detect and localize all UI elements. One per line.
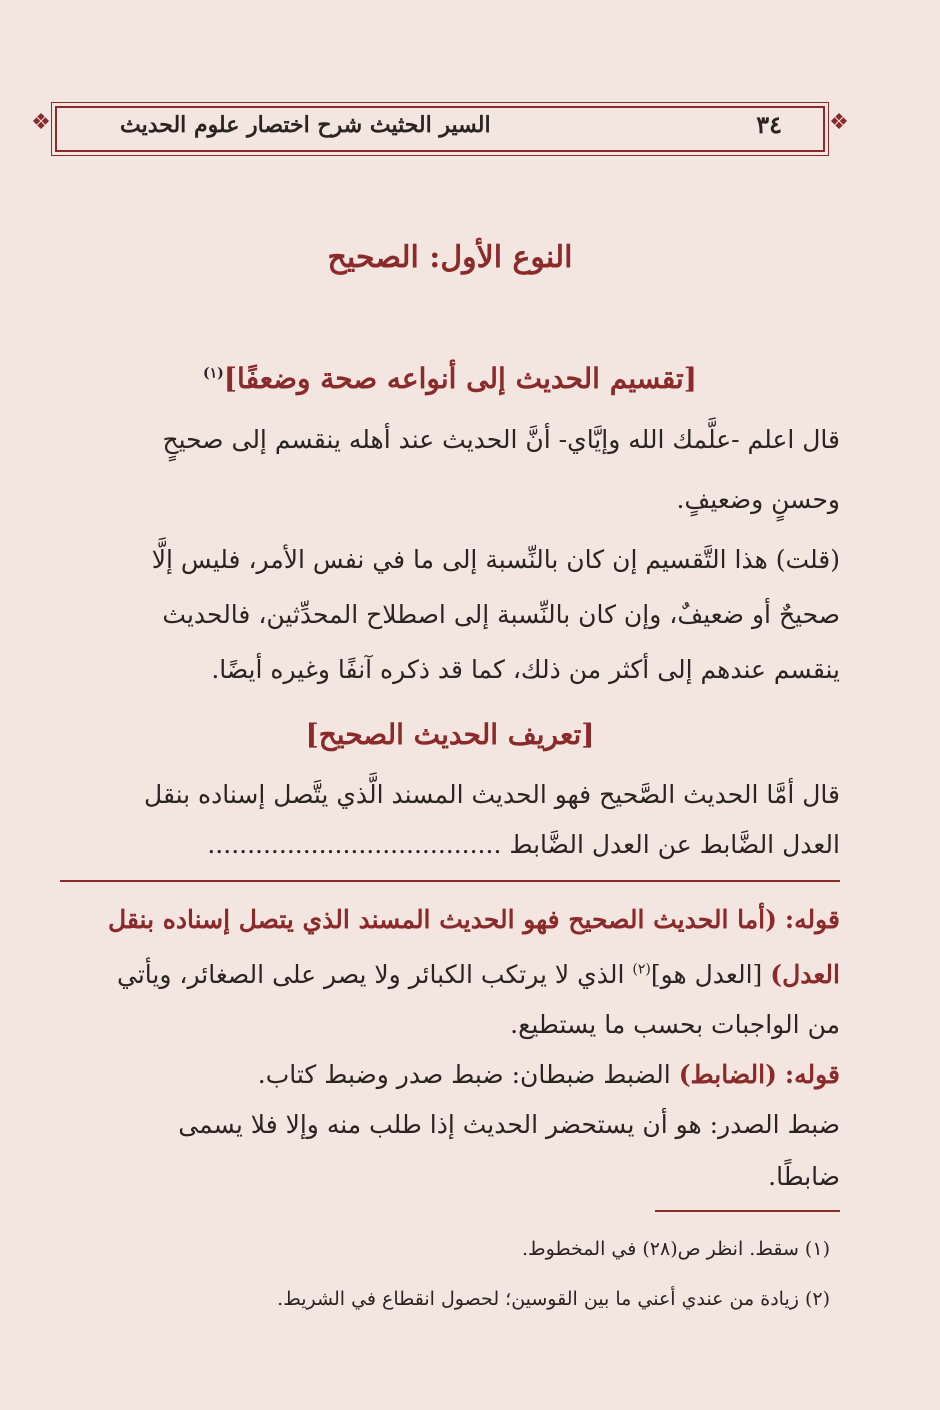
paragraph-line: ينقسم عندهم إلى أكثر من ذلك، كما قد ذكره آنفًا وغيره أيضًا.	[211, 655, 840, 684]
section-title-classification	[60, 362, 840, 395]
commentary-label: قوله:	[784, 905, 840, 934]
commentary-line	[60, 905, 840, 934]
paragraph-line: قال أمَّا الحديث الصَّحيح فهو الحديث المسند الَّذي يتَّصل إسناده بنقل	[144, 780, 840, 809]
section-title-text: [تقسيم الحديث إلى أنواعه صحة وضعفًا]	[223, 362, 697, 395]
paragraph-line: العدل الضَّابط عن العدل الضَّابط .....................................	[207, 830, 840, 859]
ornament-right-icon: ❖	[829, 110, 849, 135]
commentary-quote: (الضابط)	[678, 1060, 777, 1089]
commentary-quote: العدل)	[770, 960, 840, 989]
footnote-ref: (٢)	[632, 961, 651, 978]
footnote-item: (٢) زيادة من عندي أعني ما بين القوسين؛ لحصول انقطاع في الشريط.	[277, 1288, 830, 1310]
paragraph-line: وحسنٍ وضعيفٍ.	[676, 485, 840, 514]
running-title: السير الحثيث شرح اختصار علوم الحديث	[120, 112, 491, 138]
footnote-item: (١) سقط. انظر ص(٢٨) في المخطوط.	[522, 1238, 830, 1260]
footnote-divider	[655, 1210, 840, 1212]
commentary-line	[60, 1060, 840, 1089]
commentary-label: قوله:	[784, 1060, 840, 1089]
page-header	[30, 100, 850, 158]
paragraph-line: (قلت) هذا التَّقسيم إن كان بالنِّسبة إلى ما في نفس الأمر، فليس إلَّا	[151, 545, 840, 574]
commentary-quote: (أما الحديث الصحيح فهو الحديث المسند الذي يتصل إسناده بنقل	[107, 905, 777, 934]
page-number: ٣٤	[756, 110, 782, 139]
section-title-definition: [تعريف الحديث الصحيح]	[305, 718, 595, 751]
commentary-text: الضبط ضبطان: ضبط صدر وضبط كتاب.	[257, 1060, 671, 1089]
paragraph-line: صحيحٌ أو ضعيفٌ، وإن كان بالنِّسبة إلى اصطلاح المحدِّثين، فالحديث	[162, 600, 840, 629]
commentary-text: الذي لا يرتكب الكبائر ولا يصر على الصغائر، ويأتي	[116, 960, 625, 989]
commentary-line: ضبط الصدر: هو أن يستحضر الحديث إذا طلب منه وإلا فلا يسمى	[178, 1110, 840, 1139]
footnote-ref: (١)	[203, 365, 224, 382]
commentary-line: من الواجبات بحسب ما يستطيع.	[510, 1010, 840, 1039]
commentary-line: ضابطًا.	[768, 1162, 840, 1191]
commentary-line	[60, 960, 840, 989]
commentary-bracket: [العدل هو]	[650, 960, 763, 989]
ornament-left-icon: ❖	[31, 110, 51, 135]
chapter-title: النوع الأول: الصحيح	[327, 240, 573, 275]
paragraph-line: قال اعلم -علَّمك الله وإيَّاي- أنَّ الحديث عند أهله ينقسم إلى صحيحٍ	[162, 425, 840, 454]
text-divider	[60, 880, 840, 882]
